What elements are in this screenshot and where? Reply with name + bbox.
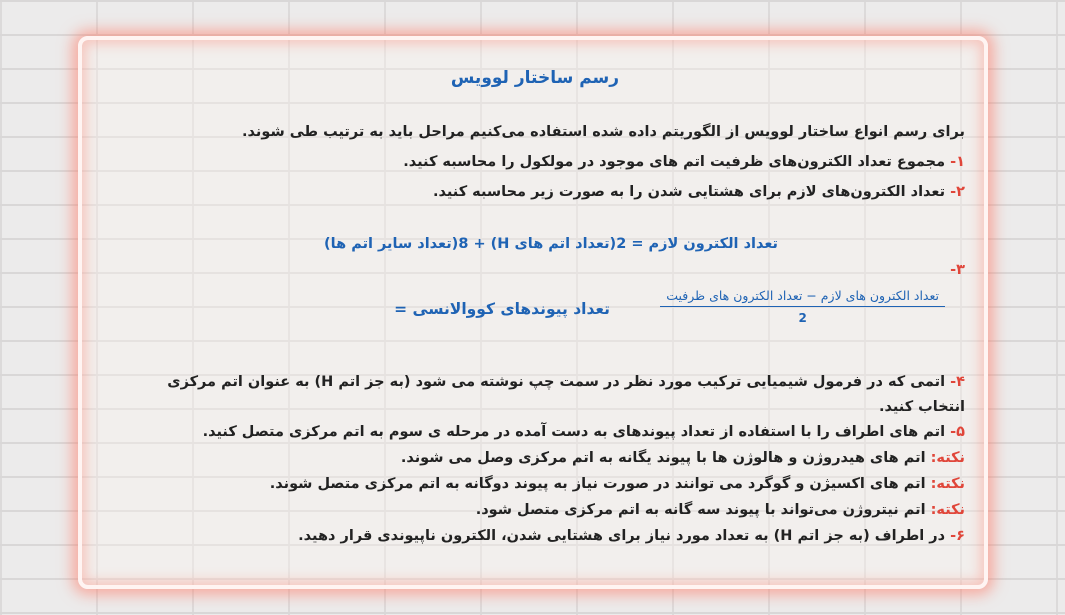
step-number: ۶-: [950, 528, 965, 544]
step-number: ۲-: [950, 184, 965, 200]
note-label: نکته:: [930, 450, 965, 466]
step-text: اتم های اطراف را با استفاده از تعداد پیوندهای به دست آمده در مرحله ی سوم به اتم مرکزی متصل کنید.: [202, 424, 951, 440]
required-electrons-formula: تعداد الکترون لازم = 2(تعداد اتم های H) + 8(تعداد سایر اتم ها): [324, 236, 778, 252]
fraction-numerator: تعداد الکترون های لازم − تعداد الکترون های ظرفیت: [660, 288, 945, 307]
covalent-bonds-label: تعداد پیوندهای کووالانسی =: [394, 300, 610, 318]
step-number: ۱-: [950, 154, 965, 170]
step-number: ۳-: [950, 262, 965, 278]
step-text: اتمی که در فرمول شیمیایی ترکیب مورد نظر در سمت چپ نوشته می شود (به جز اتم H) به عنوان اتم مرکزی: [167, 374, 951, 390]
step-6: [298, 528, 965, 544]
step-number: ۴-: [950, 374, 965, 390]
step-1: [403, 154, 965, 170]
step-text: در اطراف (به جز اتم H) به تعداد مورد نیاز برای هشتایی شدن، الکترون ناپیوندی قرار دهید.: [298, 528, 951, 544]
note-3: [476, 502, 965, 518]
note-1: [401, 450, 965, 466]
note-text: اتم های هیدروژن و هالوژن ها با پیوند یگانه به اتم مرکزی وصل می شوند.: [400, 450, 931, 466]
note-label: نکته:: [930, 502, 965, 518]
step-4-continued: انتخاب کنید.: [878, 399, 965, 415]
step-4: [167, 374, 965, 390]
covalent-bonds-fraction: [660, 288, 945, 325]
step-3: [950, 262, 965, 278]
note-text: اتم نیتروژن می‌تواند با پیوند سه گانه به اتم مرکزی متصل شود.: [475, 502, 931, 518]
note-text: اتم های اکسیژن و گوگرد می توانند در صورت نیاز به پیوند دوگانه به اتم مرکزی متصل شوند.: [269, 476, 931, 492]
fraction-denominator: 2: [798, 311, 807, 325]
step-text: تعداد الکترون‌های لازم برای هشتایی شدن را به صورت زیر محاسبه کنید.: [432, 184, 951, 200]
intro-text: برای رسم انواع ساختار لوویس از الگوریتم داده شده استفاده می‌کنیم مراحل باید به ترتیب طی شوند.: [242, 124, 965, 140]
step-5: [203, 424, 965, 440]
page-title: رسم ساختار لوویس: [450, 68, 620, 88]
step-text: مجموع تعداد الکترون‌های ظرفیت اتم های موجود در مولکول را محاسبه کنید.: [403, 154, 951, 170]
note-2: [270, 476, 965, 492]
step-number: ۵-: [950, 424, 965, 440]
step-2: [433, 184, 965, 200]
note-label: نکته:: [930, 476, 965, 492]
